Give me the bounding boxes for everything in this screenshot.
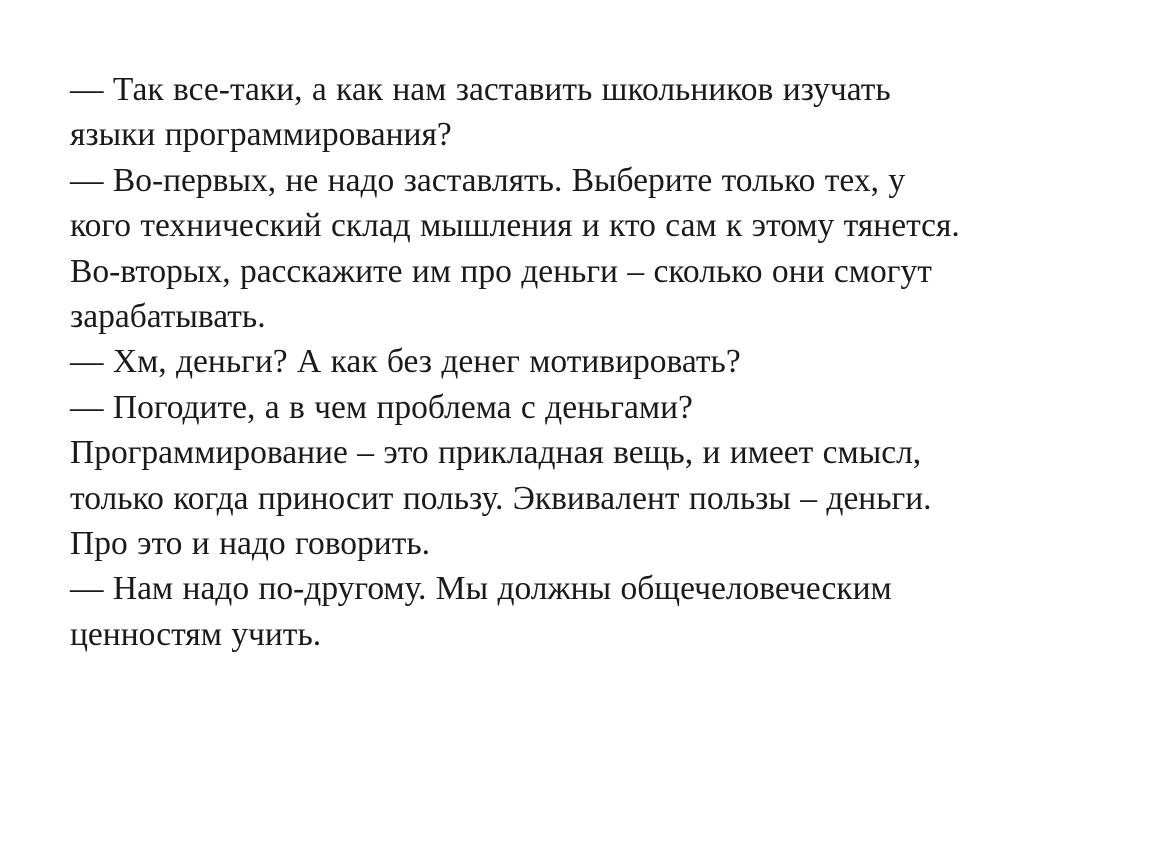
text-line: — Так все-таки, а как нам заставить школьников изучать [70,71,891,108]
text-line: кого технический склад мышления и кто сам к этому тянется. [70,207,960,245]
text-line: Во-вторых, расскажите им про деньги – сколько они смогут [70,252,932,290]
text-line: — Хм, деньги? А как без денег мотивировать? [70,343,741,381]
text-line: Про это и надо говорить. [70,525,431,563]
text-line: языки программирования? [70,116,452,154]
text-line: Программирование – это прикладная вещь, и имеет смысл, [70,434,922,472]
text-line: ценностям учить. [70,615,322,653]
text-line: только когда приносит пользу. Эквивалент пользы – деньги. [70,479,932,517]
text-line: — Во-первых, не надо заставлять. Выберите только тех, у [70,161,906,199]
text-line: зарабатывать. [70,298,266,336]
text-line: — Нам надо по-другому. Мы должны общечеловеческим [70,570,892,608]
dialogue-text [70,67,1110,657]
text-line: — Погодите, а в чем проблема с деньгами? [70,388,693,426]
